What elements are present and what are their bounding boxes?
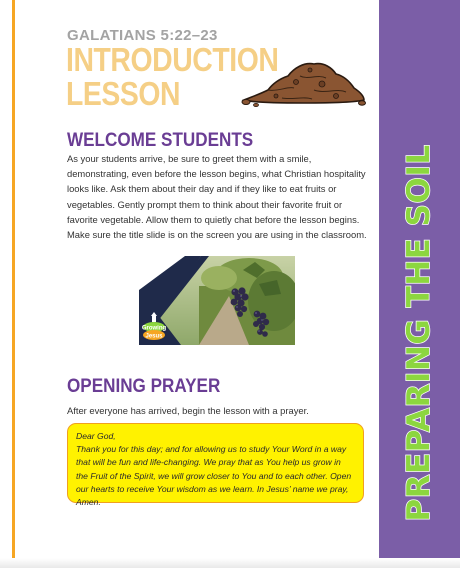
lesson-title-line-2: LESSON xyxy=(66,75,181,112)
prayer-text: Thank you for this day; and for allowing us to study Your Word in a way that will be fun and life-changing. We pray that as You help us grow in the Fruit of the Spirit, we will grow closer to You and to each other. Open our hearts to receive Your wisdom as we learn. In Jesus’ name we pray, Amen. xyxy=(76,444,352,508)
lesson-title-line-1: INTRODUCTION xyxy=(66,41,279,78)
welcome-students-heading: WELCOME STUDENTS xyxy=(67,130,254,151)
page-bottom-edge xyxy=(0,558,460,568)
orange-margin-rule xyxy=(12,0,15,568)
opening-prayer-intro: After everyone has arrived, begin the lesson with a prayer. xyxy=(67,405,309,416)
prayer-callout-box xyxy=(67,423,364,508)
welcome-students-body: As your students arrive, be sure to greet them with a smile, demonstrating, even before the lesson begins, what Christian hospitality looks like. Ask them about their day and if they like to eat fruits or vegetables. Gently prompt them to think about their favorite fruit or favorite vegetable. Allow them to quietly chat before the lesson begins. Make sure the title slide is on the screen you are using in the classroom. xyxy=(67,153,367,241)
sidebar-title: PREPARING THE SOIL xyxy=(401,144,437,522)
growing-badge-text: Growing xyxy=(141,325,167,332)
purple-sidebar xyxy=(379,0,460,568)
vineyard-grapes-image xyxy=(139,256,295,345)
soil-pile-illustration xyxy=(238,54,368,110)
opening-prayer-heading: OPENING PRAYER xyxy=(67,376,221,397)
prayer-greeting: Dear God, xyxy=(76,431,116,441)
scripture-reference: GALATIANS 5:22–23 xyxy=(67,27,218,44)
jesus-badge-text: Jesus xyxy=(145,333,163,340)
